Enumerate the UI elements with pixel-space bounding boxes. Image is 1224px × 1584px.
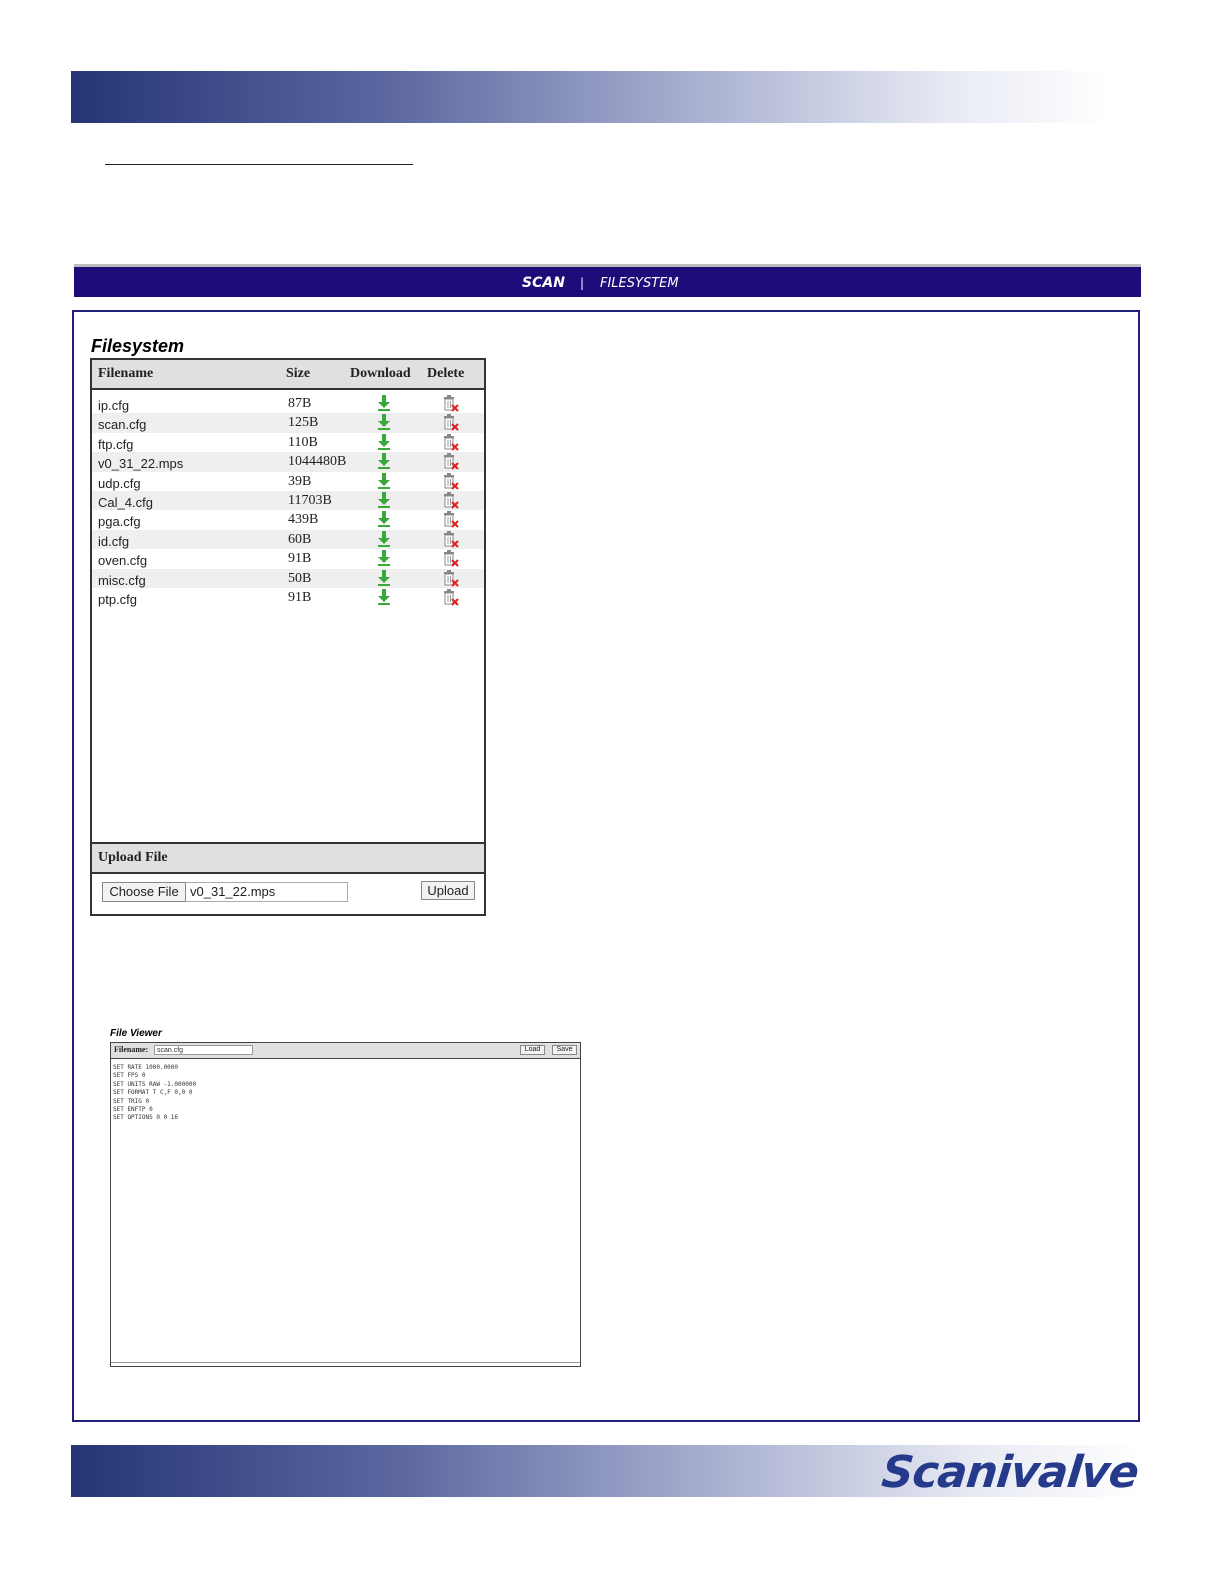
delete-icon[interactable] [442, 434, 459, 451]
file-name: udp.cfg [98, 475, 141, 491]
load-button[interactable]: Load [520, 1045, 545, 1055]
file-content-line: SET FORMAT T C,F 0,0 0 [113, 1089, 193, 1097]
download-icon[interactable] [377, 531, 391, 547]
file-size: 87B [288, 396, 312, 411]
download-icon[interactable] [377, 395, 391, 411]
download-icon[interactable] [377, 453, 391, 469]
column-delete: Delete [427, 366, 465, 381]
file-content-line: SET ENFTP 0 [113, 1106, 153, 1114]
delete-icon[interactable] [442, 550, 459, 567]
delete-icon[interactable] [442, 570, 459, 587]
nav-filesystem-link[interactable]: FILESYSTEM [600, 276, 679, 291]
file-row [92, 472, 484, 491]
file-row [92, 549, 484, 568]
file-content-line: SET FPS 0 [113, 1072, 146, 1080]
file-row [92, 433, 484, 452]
delete-icon[interactable] [442, 492, 459, 509]
heading-underline [105, 164, 413, 165]
delete-icon[interactable] [442, 531, 459, 548]
file-name: oven.cfg [98, 553, 148, 569]
file-row [92, 510, 484, 529]
file-viewer-title: File Viewer [110, 1028, 162, 1039]
file-row [92, 588, 484, 607]
file-row [92, 413, 484, 432]
filesystem-panel [72, 310, 1140, 1422]
file-row [92, 452, 484, 471]
file-name: ptp.cfg [98, 591, 138, 607]
download-icon[interactable] [377, 492, 391, 508]
download-icon[interactable] [377, 473, 391, 489]
nav-separator: | [580, 276, 585, 290]
file-name: v0_31_22.mps [98, 456, 184, 472]
file-content-line: SET TRIG 0 [113, 1097, 150, 1105]
file-table-header [92, 360, 484, 390]
delete-icon[interactable] [442, 453, 459, 470]
download-icon[interactable] [377, 550, 391, 566]
file-name: misc.cfg [98, 572, 146, 588]
download-icon[interactable] [377, 589, 391, 605]
nav-scan-link[interactable]: SCAN [522, 275, 565, 291]
download-icon[interactable] [377, 414, 391, 430]
file-size: 60B [288, 531, 312, 547]
file-size: 1044480B [288, 454, 347, 470]
column-size: Size [286, 366, 311, 381]
file-row [92, 530, 484, 549]
file-content-line: SET OPTIONS 0 0 16 [113, 1114, 179, 1122]
file-content-line: SET RATE 1000.0000 [113, 1064, 179, 1071]
file-name: id.cfg [98, 533, 130, 549]
delete-icon[interactable] [442, 473, 459, 490]
filesystem-title: Filesystem [91, 336, 185, 356]
file-viewer-scrollbar [111, 1362, 580, 1363]
file-content-textarea[interactable] [113, 1064, 196, 1123]
file-name: scan.cfg [98, 417, 147, 433]
upload-button[interactable]: Upload [421, 881, 475, 900]
file-name: Cal_4.cfg [98, 494, 153, 510]
download-icon[interactable] [377, 511, 391, 527]
delete-icon[interactable] [442, 511, 459, 528]
file-name: ftp.cfg [98, 436, 134, 452]
save-button[interactable]: Save [552, 1045, 577, 1055]
file-table [90, 358, 486, 916]
file-viewer-toolbar [111, 1043, 580, 1059]
file-name: ip.cfg [98, 398, 130, 413]
download-icon[interactable] [377, 570, 391, 586]
file-size: 11703B [288, 492, 332, 508]
upload-title: Upload File [98, 850, 168, 865]
file-content-line: SET UNITS RAW -1.000000 [113, 1080, 197, 1088]
delete-icon[interactable] [442, 395, 459, 412]
file-row [92, 394, 484, 413]
file-list [92, 394, 484, 607]
choose-file-button[interactable]: Choose File [102, 882, 186, 902]
filename-input[interactable]: scan.cfg [154, 1045, 253, 1055]
column-download: Download [350, 366, 411, 381]
file-row [92, 569, 484, 588]
column-filename: Filename [98, 366, 154, 381]
scanivalve-logo: Scanivalve [879, 1447, 1141, 1498]
delete-icon[interactable] [442, 589, 459, 606]
header-band [71, 71, 1111, 123]
file-size: 125B [288, 415, 319, 431]
file-viewer [110, 1042, 581, 1367]
file-size: 110B [288, 434, 318, 450]
file-size: 91B [288, 589, 312, 605]
file-size: 439B [288, 512, 319, 528]
nav-bar [74, 264, 1141, 297]
file-row [92, 491, 484, 510]
delete-icon[interactable] [442, 414, 459, 431]
download-icon[interactable] [377, 434, 391, 450]
file-size: 91B [288, 551, 312, 567]
upload-header [92, 842, 484, 874]
file-name: pga.cfg [98, 514, 141, 530]
file-size: 50B [288, 570, 312, 586]
filename-label: Filename: [114, 1045, 149, 1054]
chosen-file-name: v0_31_22.mps [186, 882, 348, 902]
file-size: 39B [288, 473, 312, 489]
